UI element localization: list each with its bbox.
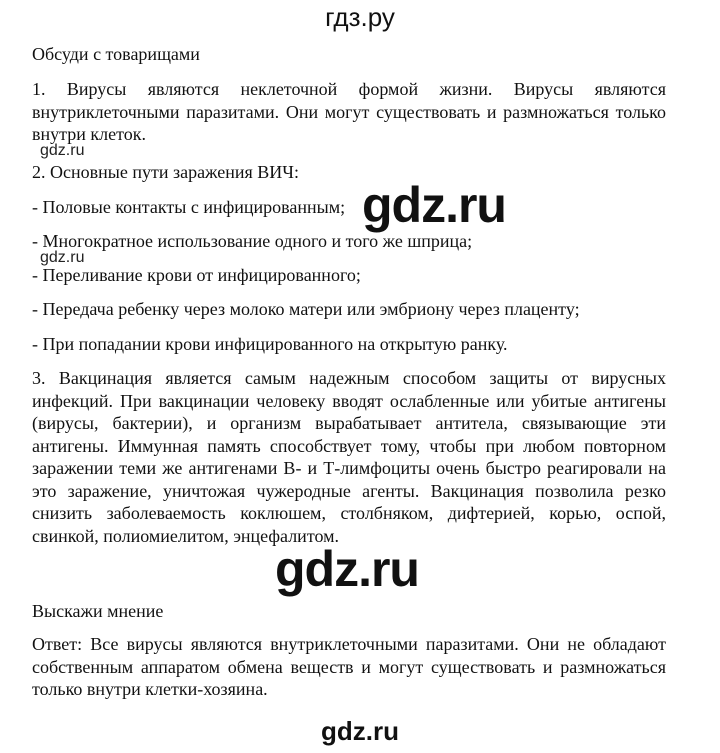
hiv-route-item: - Половые контакты с инфицированным; [32,197,346,217]
answer-item-1: 1. Вирусы являются неклеточной формой жизни. Вирусы являются внутриклеточными паразитами. Они могут существовать и размножаться только внутри клеток. [32,79,666,144]
section-heading-discuss: Обсуди с товарищами [32,44,200,64]
opinion-answer: Ответ: Все вирусы являются внутриклеточными паразитами. Они не обладают собственным аппаратом обмена веществ и могут существовать и размножаться только внутри клетки-хозяина. [32,634,666,699]
site-title: гдз.ру [325,2,395,32]
section-heading-opinion: Выскажи мнение [32,601,164,621]
hiv-route-item: - При попадании крови инфицированного на открытую ранку. [32,334,508,354]
hiv-route-item: - Передача ребенку через молоко матери или эмбриону через плаценту; [32,299,580,319]
footer-site-title: gdz.ru [321,716,399,746]
watermark-small: gdz.ru [40,249,85,266]
answer-item-3: 3. Вакцинация является самым надежным способом защиты от вирусных инфекций. При вакцинации человеку вводят ослабленные или убитые антигены (вирусы, бактерии), и организм вырабатывает антитела, связывающие эти антигены. Иммунная память способствует тому, чтобы при любом повторном заражении теми же антигенами В- и Т-лимфоциты очень быстро реагировали на это заражение, уничтожая чужеродные агенты. Вакцинация позволила резко снизить заболеваемость коклюшем, столбняком, дифтерией, корью, оспой, свинкой, полиомиелитом, энцефалитом. [32,368,666,546]
hiv-route-item: - Переливание крови от инфицированного; [32,265,361,285]
watermark-small: gdz.ru [40,142,85,159]
watermark-large: gdz.ru [362,177,506,233]
answer-item-2-title: 2. Основные пути заражения ВИЧ: [32,162,299,182]
watermark-large: gdz.ru [275,541,419,597]
hiv-route-item: - Многократное использование одного и того же шприца; [32,231,473,251]
